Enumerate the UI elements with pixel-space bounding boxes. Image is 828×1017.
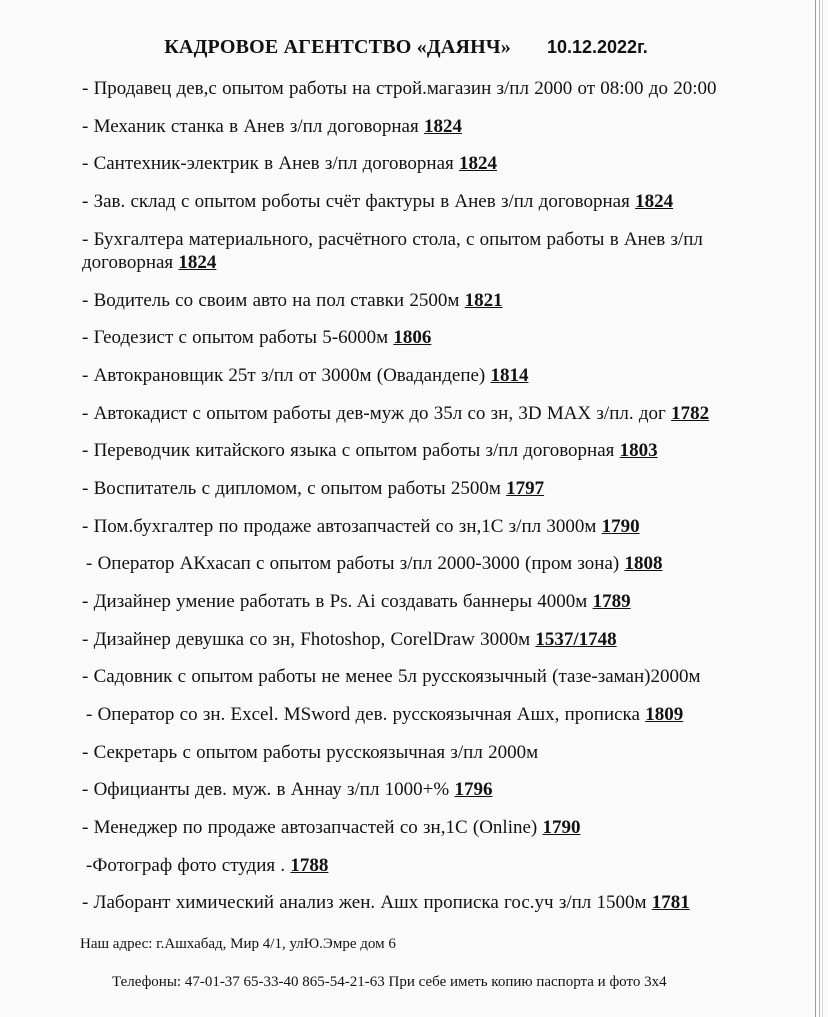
job-listing-text: - Сантехник-электрик в Анев з/пл договорная [82,153,459,175]
job-listing-text: - Бухгалтера материального, расчётного стола, с опытом работы в Анев з/пл договорная [82,228,703,273]
job-listing-text: - Водитель со своим авто на пол ставки 2500м [82,289,465,311]
job-listing-reference-number: 1809 [645,703,684,725]
job-listing-reference-number: 1782 [671,402,710,424]
job-listing-text: - Переводчик китайского языка с опытом работы з/пл договорная [82,440,620,462]
document-footer [0,929,802,991]
job-listing-item [0,590,802,613]
job-listing-text: - Автокадист с опытом работы дев-муж до 35л со зн, 3D MAX з/пл. дог [82,402,672,424]
job-listing-item [0,326,802,349]
job-listing-reference-number: 1790 [542,816,581,838]
job-listing-list [0,63,802,914]
job-listing-item [0,115,802,138]
job-listing-item [0,477,802,500]
job-listing-text: - Оператор АКхасап с опытом работы з/пл 2000-3000 (пром зона) [86,553,625,575]
job-listing-text: - Лаборант химический анализ жен. Ашх прописка гос.уч з/пл 1500м [82,892,652,914]
job-listing-item [0,152,802,175]
job-listing-text: - Официанты дев. муж. в Аннау з/пл 1000+% [82,779,455,801]
job-listing-reference-number: 1790 [601,515,640,537]
job-listing-text: - Автокрановщик 25т з/пл от 3000м (Овадандепе) [82,364,491,386]
job-listing-item [0,703,802,726]
job-listing-reference-number: 1788 [290,854,329,876]
job-listing-reference-number: 1824 [178,251,217,273]
job-listing-reference-number: 1821 [464,289,503,311]
job-listing-item [0,289,802,312]
job-listing-reference-number: 1803 [619,440,658,462]
job-listing-item [0,628,802,651]
job-listing-reference-number: 1789 [592,590,631,612]
job-listing-reference-number: 1824 [423,115,462,137]
job-listing-item [0,228,802,274]
job-listing-item [0,402,802,425]
footer-phones: Телефоны: 47-01-37 65-33-40 865-54-21-63 При себе иметь копию паспорта и фото 3х4 [112,973,667,990]
job-listing-item [0,77,802,100]
job-listing-item [0,778,802,801]
job-listing-item [0,891,802,914]
job-listing-text: - Воспитатель с дипломом, с опытом работы 2500м [82,477,507,499]
job-listing-item [0,816,802,839]
job-listing-reference-number: 1806 [393,327,432,349]
job-listing-reference-number: 1808 [624,553,663,575]
job-listing-text: - Продавец дев,с опытом работы на строй.магазин з/пл 2000 от 08:00 до 20:00 [82,78,717,99]
job-listing-text: -Фотограф фото студия . [86,854,291,876]
job-listing-reference-number: 1814 [490,364,529,386]
job-listing-reference-number: 1781 [651,892,690,914]
job-listing-item [0,854,802,877]
job-listing-text: - Дизайнер девушка со зн, Fhotoshop, CorelDraw 3000м [82,628,536,650]
page-title: КАДРОВОЕ АГЕНТСТВО «ДАЯНЧ» [164,36,511,58]
job-listing-reference-number: 1796 [454,779,493,801]
job-listing-text: - Механик станка в Анев з/пл договорная [82,115,424,137]
job-listing-text: - Пом.бухгалтер по продаже автозапчастей со зн,1С з/пл 3000м [82,515,602,537]
job-listing-item [0,552,802,575]
footer-address: Наш адрес: г.Ашхабад, Мир 4/1, улЮ.Эмре дом 6 [80,935,396,952]
job-listing-item [0,741,802,764]
job-listing-text: - Оператор со зн. Excel. MSword дев. русскоязычная Ашх, прописка [86,703,646,725]
job-listing-reference-number: 1824 [635,191,674,213]
job-listing-text: - Менеджер по продаже автозапчастей со зн,1С (Online) [82,816,543,838]
job-listing-reference-number: 1537/1748 [535,628,617,650]
job-listing-text: - Зав. склад с опытом роботы счёт фактуры в Анев з/пл договорная [82,191,636,213]
job-listing-item [0,439,802,462]
job-listing-text: - Геодезист с опытом работы 5-6000м [82,327,394,349]
document-header [0,0,802,63]
job-listing-item [0,190,802,213]
job-listing-reference-number: 1824 [459,153,497,175]
job-listing-text: - Дизайнер умение работать в Ps. Ai создавать баннеры 4000м [82,590,593,612]
document-date: 10.12.2022г. [546,37,648,57]
job-listing-item [0,364,802,387]
job-listing-reference-number: 1797 [506,477,545,499]
job-listing-item [0,665,802,688]
job-listing-text: - Садовник с опытом работы не менее 5л русскоязычный (тазе-заман)2000м [82,666,701,688]
job-listing-text: - Секретарь с опытом работы русскоязычная з/пл 2000м [82,741,539,763]
job-listing-item [0,515,802,538]
